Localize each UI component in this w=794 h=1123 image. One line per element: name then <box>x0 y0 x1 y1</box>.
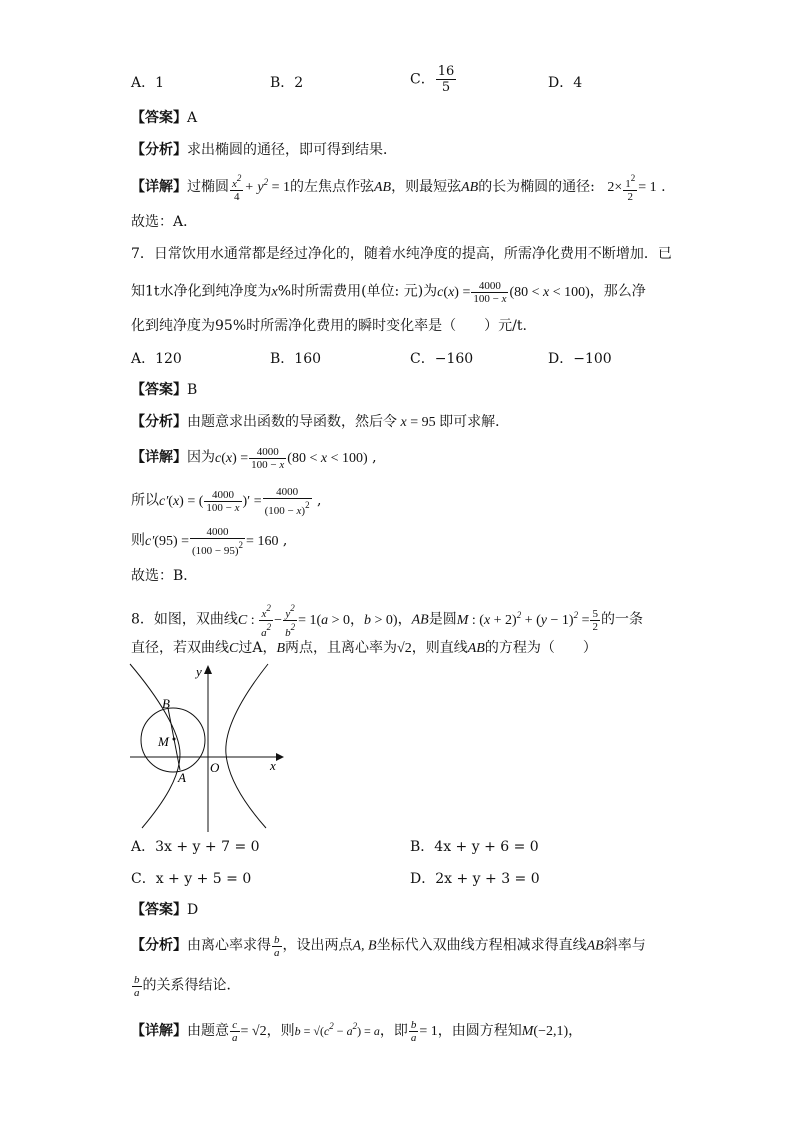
q7-analysis: 【分析】由题意求出函数的导函数，然后令 x = 95 即可求解． <box>131 414 510 430</box>
q8-figure-label-y: y <box>196 664 202 679</box>
q7-option-a: A．120 <box>131 351 182 367</box>
q7-detail-line2: 所以c′(x) = ( $\frac{4000}{100 - x}$ )′ = $\frac{4000}{(100 - x)^2}$ , <box>131 486 322 517</box>
q7-conclusion: 故选：B． <box>131 568 198 584</box>
q6-option-d: D．4 <box>548 75 583 91</box>
q7-stem-line3: 化到纯净度为95%时所需净化费用的瞬时变化率是（ ）元/t. <box>131 318 527 334</box>
q7-detail-line1: 【详解】因为c(x) = $\frac{4000}{100 - x}$ (80 < x < 100) , <box>131 446 377 471</box>
q8-analysis-line2: $\frac{b}{a}$ 的关系得结论． <box>134 974 241 999</box>
q7-option-c: C．−160 <box>410 351 474 367</box>
q6-answer: 【答案】A <box>131 110 198 126</box>
q8-option-b: B．4x + y + 6 = 0 <box>410 839 539 855</box>
q8-analysis-line1: 【分析】由离心率求得 $\frac{b}{a}$ ，设出两点A, B坐标代入双曲线方程相减求得直线AB斜率与 <box>131 934 646 959</box>
q8-figure-label-B: B <box>162 696 170 711</box>
q7-option-d: D．−100 <box>548 351 612 367</box>
q8-figure-label-A: A <box>178 770 186 785</box>
q8-stem-line2: 直径，若双曲线C过A，B两点，且离心率为√2，则直线AB的方程为（ ） <box>131 640 597 656</box>
q6-detail: 【详解】过椭圆 $\frac{x^2}{4}$ + $y^2 = 1$的左焦点作弦AB，则最短弦AB的长为椭圆的通径: 2× $\frac{1^2}{2}$ = 1 . <box>131 173 666 204</box>
q7-stem-line1: 7．日常饮用水通常都是经过净化的，随着水纯净度的提高，所需净化费用不断增加．已 <box>131 246 672 262</box>
q6-option-a: A．1 <box>131 75 165 91</box>
q6-analysis: 【分析】求出椭圆的通径，即可得到结果． <box>131 142 397 158</box>
q7-detail-line3: 则c′(95) = $\frac{4000}{(100 - 95)^2}$ = 160 , <box>131 526 288 557</box>
q7-option-b: B．160 <box>270 351 322 367</box>
q8-option-c: C．x + y + 5 = 0 <box>131 871 252 887</box>
q6-conclusion: 故选：A． <box>131 214 198 230</box>
q8-figure-label-M: M <box>158 734 169 749</box>
q8-answer: 【答案】D <box>131 902 199 918</box>
q8-figure <box>128 662 288 832</box>
q8-stem-line1: 8．如图，双曲线C : $\frac{x^2}{a^2}$ − $\frac{y^2}{b^2}$ = 1(a > 0，b > 0)，AB是圆M : $(x + 2)^2 + (y - 1)^2$ = $\frac{5}{2}$ 的一条 <box>131 603 643 639</box>
q8-figure-label-x: x <box>270 758 276 773</box>
q8-figure-label-O: O <box>210 760 220 775</box>
q7-answer: 【答案】B <box>131 382 198 398</box>
q6-option-c: C． $\frac{16}{5}$ <box>410 64 455 95</box>
q7-stem-line2: 知1t水净化到纯净度为x%时所需费用(单位: 元)为c(x) = $\frac{4000}{100 - x}$ (80 < x < 100)，那么净 <box>131 280 646 305</box>
q8-detail: 【详解】由题意 $\frac{c}{a}$ = √2，则$b = √(c^2 - a^2) = a$，即 $\frac{b}{a}$ = 1，由圆方程知M(−2,1)， <box>131 1019 583 1045</box>
q8-option-d: D．2x + y + 3 = 0 <box>410 871 540 887</box>
q8-option-a: A．3x + y + 7 = 0 <box>131 839 260 855</box>
q6-option-b: B．2 <box>270 75 304 91</box>
